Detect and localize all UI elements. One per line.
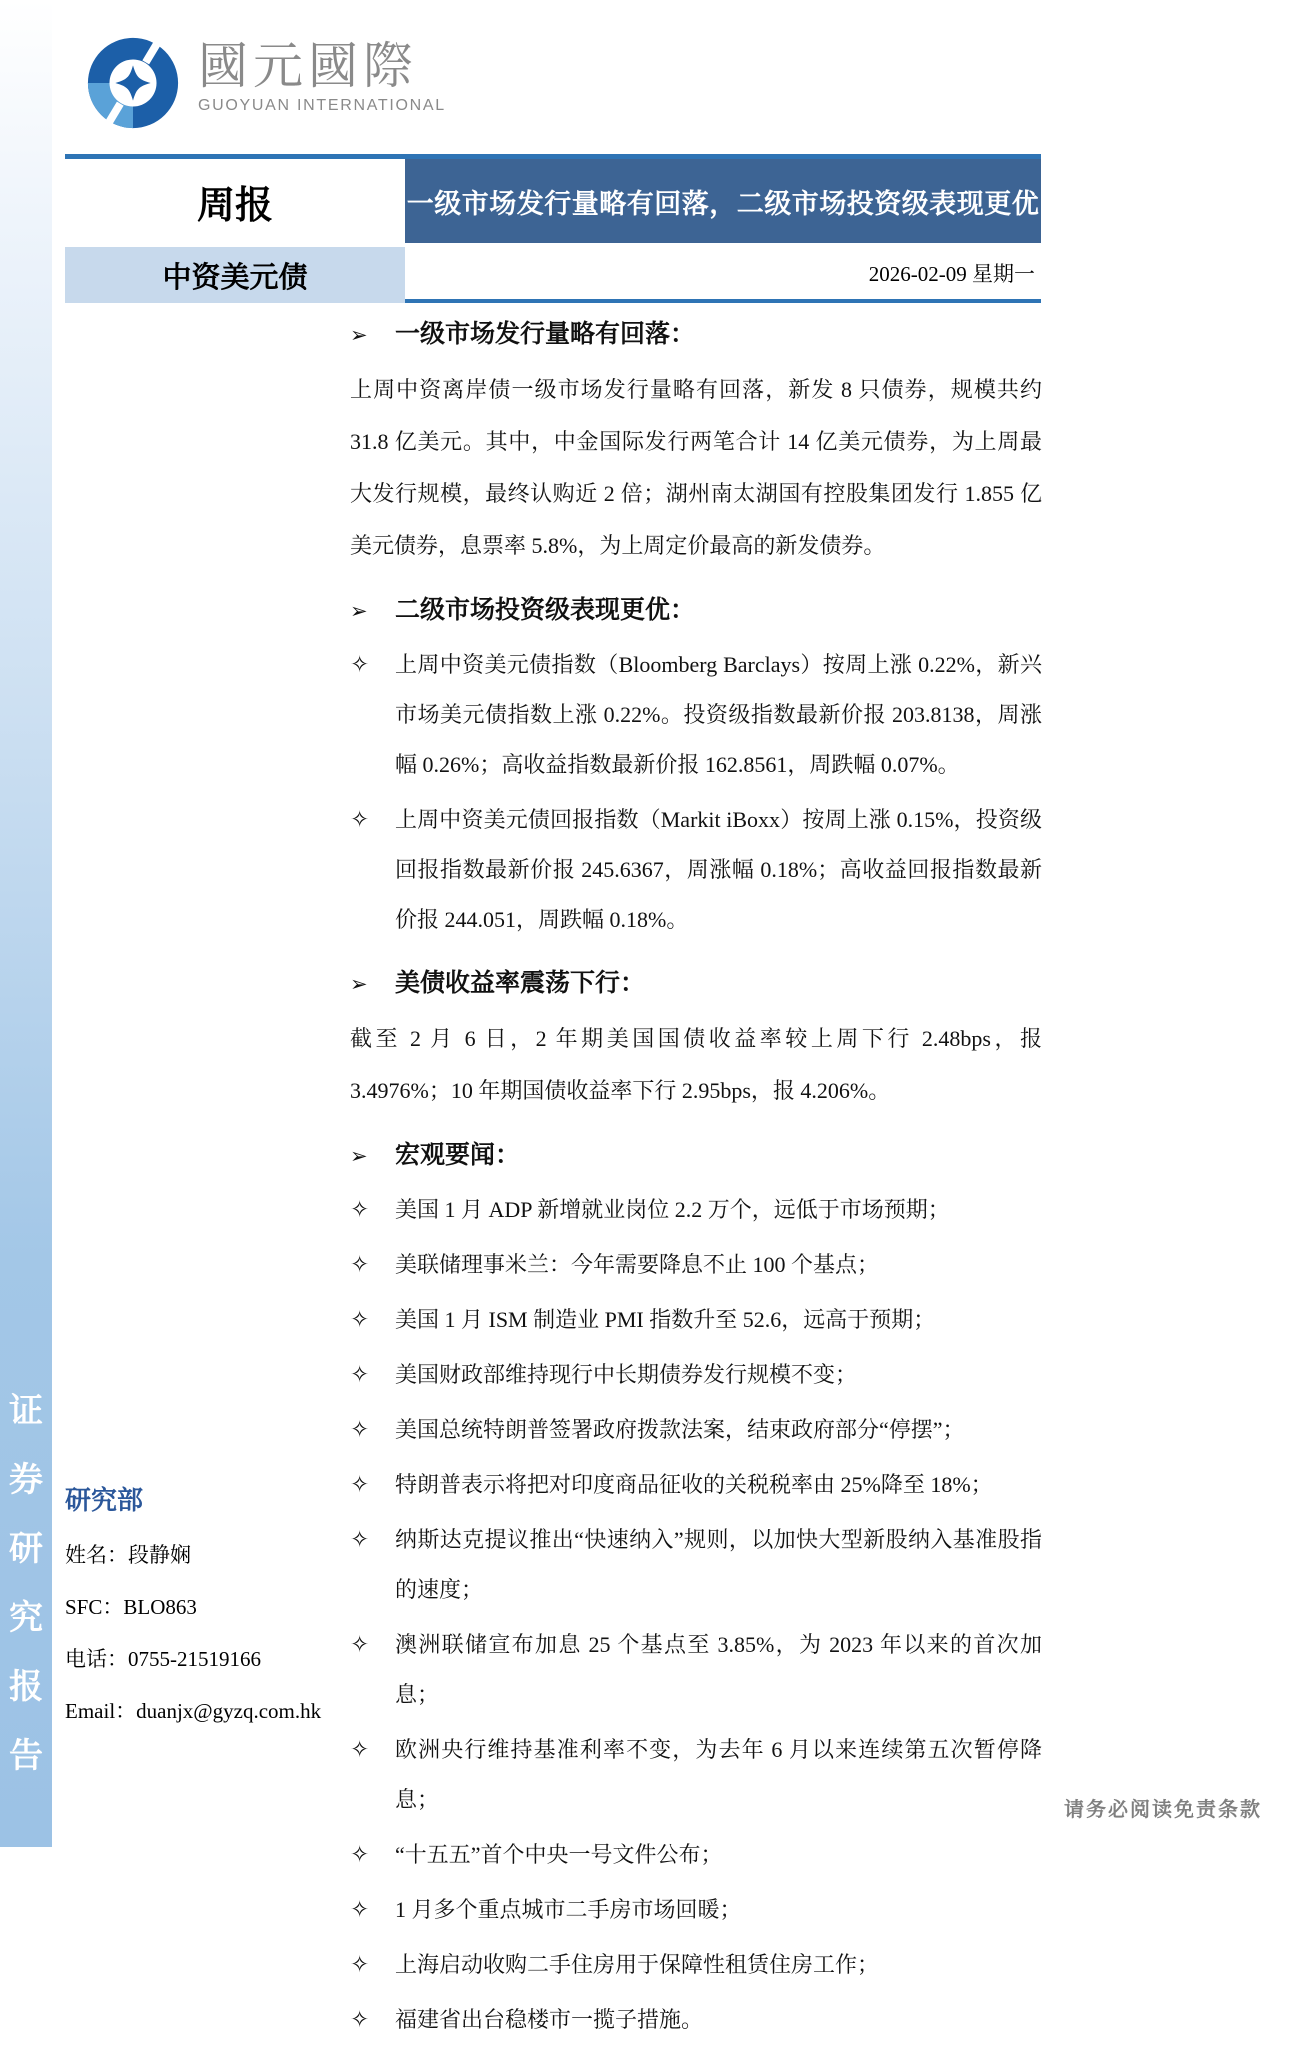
contact-row-name	[65, 1529, 321, 1581]
diamond-bullet-icon: ✧	[350, 1197, 370, 1223]
vertical-char: 券	[9, 1462, 43, 1499]
news-bullet-item	[350, 1885, 1042, 1935]
analyst-contact-block	[65, 1480, 321, 1737]
report-title: 一级市场发行量略有回落，二级市场投资级表现更优	[405, 159, 1041, 243]
section-text: 澳洲联储宣布加息 25 个基点至 3.85%，为 2023 年以来的首次加息；	[395, 1632, 1042, 1707]
news-bullet-item	[350, 1830, 1042, 1880]
vertical-report-label	[0, 1383, 52, 1777]
body-paragraph	[350, 364, 1042, 572]
section-text: 美国 1 月 ISM 制造业 PMI 指数升至 52.6，远高于预期；	[395, 1307, 936, 1332]
logo-name-en: GUOYUAN INTERNATIONAL	[198, 97, 446, 114]
body-paragraph	[350, 1013, 1042, 1117]
section-text: 美国 1 月 ADP 新增就业岗位 2.2 万个，远低于市场预期；	[395, 1197, 950, 1222]
section-text: 上周中资美元债回报指数（Markit iBoxx）按周上涨 0.15%，投资级回报指数最新价报 245.6367，周涨幅 0.18%；高收益回报指数最新价报 244.051，周跌幅 0.18%。	[395, 807, 1042, 932]
news-bullet-item	[350, 1515, 1042, 1615]
section-text: 美联储理事米兰：今年需要降息不止 100 个基点；	[395, 1252, 880, 1277]
news-bullet-item	[350, 1405, 1042, 1455]
contact-email-value: duanjx@gyzq.com.hk	[136, 1699, 322, 1723]
contact-label: Email：	[65, 1699, 137, 1723]
report-type-label: 周报	[196, 184, 273, 227]
diamond-bullet-icon: ✧	[350, 1362, 370, 1388]
vertical-char: 报	[9, 1669, 43, 1706]
contact-value: BLO863	[123, 1595, 197, 1619]
section-text: 纳斯达克提议推出“快速纳入”规则，以加快大型新股纳入基准股指的速度；	[395, 1527, 1042, 1602]
news-bullet-item	[350, 795, 1042, 945]
contact-value: 0755-21519166	[128, 1647, 261, 1671]
diamond-bullet-icon: ✧	[350, 1307, 370, 1333]
contact-row-sfc	[65, 1581, 321, 1633]
diamond-bullet-icon: ✧	[350, 1527, 370, 1553]
department-label: 研究部	[65, 1486, 144, 1515]
section-text: 特朗普表示将把对印度商品征收的关税税率由 25%降至 18%；	[395, 1472, 993, 1497]
section-text: “十五五”首个中央一号文件公布；	[395, 1842, 723, 1867]
news-bullet-item	[350, 1295, 1042, 1345]
vertical-char: 研	[9, 1531, 43, 1568]
section-text: 截至 2 月 6 日，2 年期美国国债收益率较上周下行 2.48bps，报 3.4976%；10 年期国债收益率下行 2.95bps，报 4.206%。	[350, 1026, 1042, 1103]
news-bullet-item	[350, 1185, 1042, 1235]
contact-label: 姓名：	[65, 1543, 128, 1567]
section-heading-text: 美债收益率震荡下行：	[395, 970, 646, 997]
section-text: 福建省出台稳楼市一揽子措施。	[395, 2007, 704, 2032]
vertical-char: 证	[9, 1393, 43, 1430]
diamond-bullet-icon: ✧	[350, 652, 370, 678]
header-row-category	[65, 247, 1041, 303]
diamond-bullet-icon: ✧	[350, 1737, 370, 1763]
header-row-title	[65, 159, 1041, 243]
section-heading	[350, 1131, 1042, 1181]
arrow-bullet-icon: ➢	[350, 599, 368, 623]
diamond-bullet-icon: ✧	[350, 1252, 370, 1278]
diamond-bullet-icon: ✧	[350, 2007, 370, 2033]
report-header	[65, 154, 1041, 303]
section-heading-text: 宏观要闻：	[395, 1142, 521, 1169]
section-text: 美国财政部维持现行中长期债券发行规模不变；	[395, 1362, 858, 1387]
diamond-bullet-icon: ✧	[350, 1472, 370, 1498]
news-bullet-item	[350, 1995, 1042, 2045]
news-bullet-item	[350, 1725, 1042, 1825]
news-bullet-item	[350, 640, 1042, 790]
section-heading	[350, 310, 1042, 360]
category-label: 中资美元债	[65, 247, 405, 303]
section-heading	[350, 959, 1042, 1009]
section-heading-text: 一级市场发行量略有回落：	[395, 321, 696, 348]
diamond-bullet-icon: ✧	[350, 807, 370, 833]
news-bullet-item	[350, 1240, 1042, 1290]
disclaimer-note: 请务必阅读免责条款	[1064, 1799, 1262, 1821]
diamond-bullet-icon: ✧	[350, 1952, 370, 1978]
arrow-bullet-icon: ➢	[350, 1144, 368, 1168]
arrow-bullet-icon: ➢	[350, 323, 368, 347]
vertical-char: 告	[9, 1738, 43, 1775]
contact-row-phone	[65, 1633, 321, 1685]
contact-label: 电话：	[65, 1647, 128, 1671]
section-heading	[350, 586, 1042, 636]
section-text: 上周中资离岸债一级市场发行量略有回落，新发 8 只债券，规模共约 31.8 亿美元。其中，中金国际发行两笔合计 14 亿美元债券，为上周最大发行规模，最终认购近 2 倍；湖州南太湖国有控股集团发行 1.855 亿美元债券，息票率 5.8%，为上周定价最高的新发债券。	[350, 377, 1042, 558]
company-logo	[84, 34, 446, 132]
news-bullet-item	[350, 1350, 1042, 1400]
contact-row-email	[65, 1685, 321, 1737]
contact-value: 段静娴	[128, 1543, 191, 1567]
diamond-bullet-icon: ✧	[350, 1897, 370, 1923]
news-bullet-item	[350, 1940, 1042, 1990]
news-bullet-item	[350, 1620, 1042, 1720]
section-text: 上海启动收购二手住房用于保障性租赁住房工作；	[395, 1952, 880, 1977]
logo-name-cn: 國元國際	[198, 38, 418, 94]
section-text: 1 月多个重点城市二手房市场回暖；	[395, 1897, 742, 1922]
guoyuan-logo-icon	[84, 34, 182, 132]
section-text: 美国总统特朗普签署政府拨款法案，结束政府部分“停摆”；	[395, 1417, 965, 1442]
diamond-bullet-icon: ✧	[350, 1842, 370, 1868]
diamond-bullet-icon: ✧	[350, 1632, 370, 1658]
section-text: 欧洲央行维持基准利率不变，为去年 6 月以来连续第五次暂停降息；	[395, 1737, 1042, 1812]
vertical-char: 究	[9, 1600, 43, 1637]
arrow-bullet-icon: ➢	[350, 972, 368, 996]
report-body	[350, 310, 1042, 2050]
logo-wordmark	[198, 34, 446, 115]
contact-label: SFC：	[65, 1595, 124, 1619]
section-text: 上周中资美元债指数（Bloomberg Barclays）按周上涨 0.22%，新兴市场美元债指数上涨 0.22%。投资级指数最新价报 203.8138，周涨幅 0.26%；高收益指数最新价报 162.8561，周跌幅 0.07%。	[395, 652, 1042, 777]
news-bullet-item	[350, 1460, 1042, 1510]
report-date: 2026-02-09 星期一	[405, 247, 1041, 303]
section-heading-text: 二级市场投资级表现更优：	[395, 597, 696, 624]
diamond-bullet-icon: ✧	[350, 1417, 370, 1443]
